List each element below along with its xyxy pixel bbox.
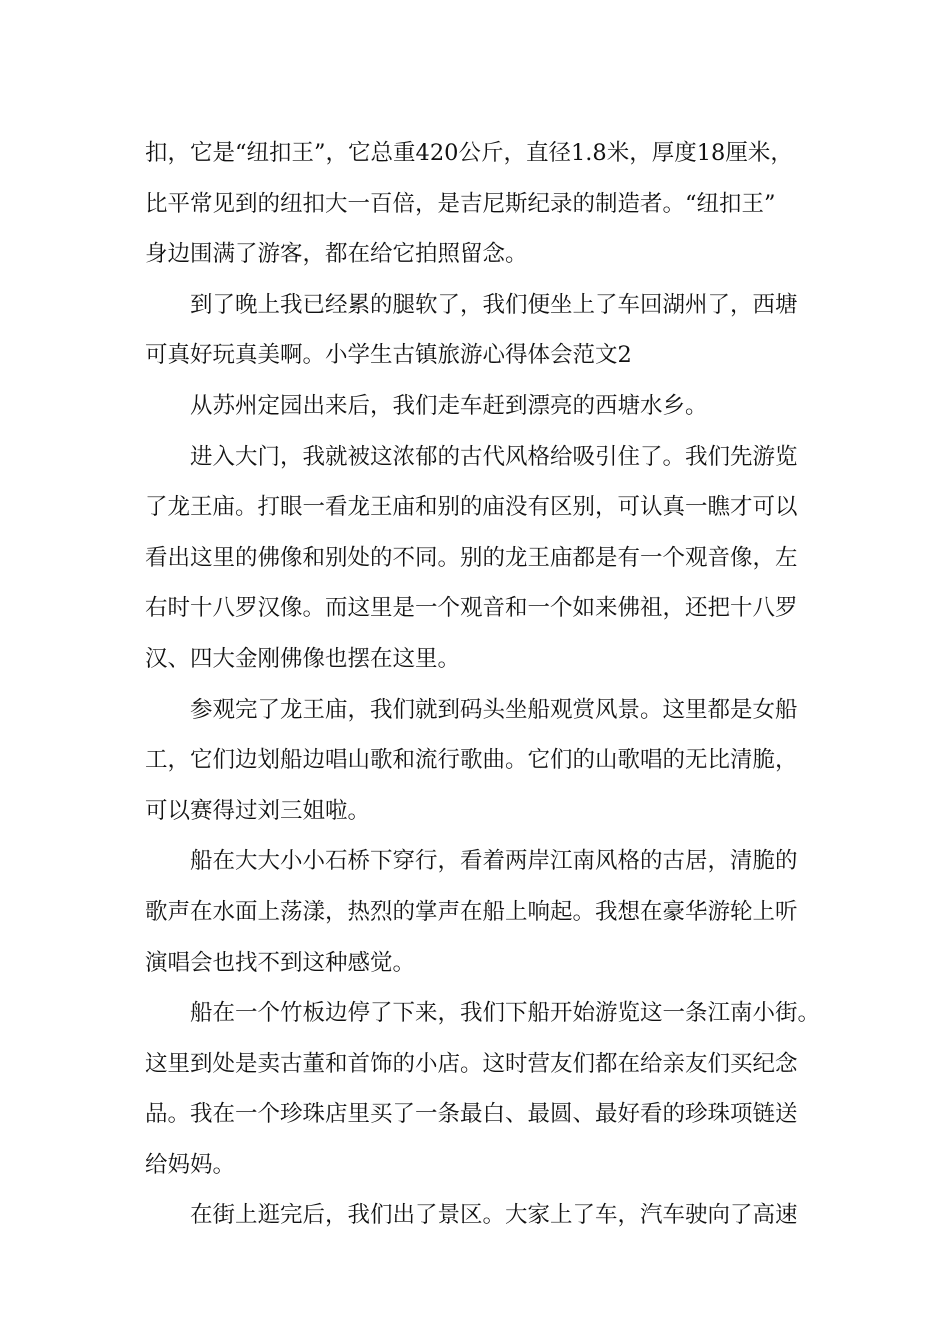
text-line: 这里到处是卖古董和首饰的小店。这时营友们都在给亲友们买纪念 [145,1050,798,1077]
text-line: 工，它们边划船边唱山歌和流行歌曲。它们的山歌唱的无比清脆， [145,747,798,774]
text-line: 右时十八罗汉像。而这里是一个观音和一个如来佛祖，还把十八罗 [145,595,798,622]
text-line: 歌声在水面上荡漾，热烈的掌声在船上响起。我想在豪华游轮上听 [145,898,798,925]
text-line: 在街上逛完后，我们出了景区。大家上了车，汽车驶向了高速 [190,1202,798,1229]
text-line: 汉、四大金刚佛像也摆在这里。 [145,645,461,672]
document-body [145,128,835,1241]
text-line: 从苏州定园出来后，我们走车赶到漂亮的西塘水乡。 [190,392,708,419]
text-line: 参观完了龙王庙，我们就到码头坐船观赏风景。这里都是女船 [190,696,798,723]
text-line: 演唱会也找不到这种感觉。 [145,949,416,976]
text-line: 身边围满了游客，都在给它拍照留念。 [145,241,528,268]
text-line: 到了晚上我已经累的腿软了，我们便坐上了车回湖州了，西塘 [190,291,798,318]
text-line: 看出这里的佛像和别处的不同。别的龙王庙都是有一个观音像，左 [145,544,798,571]
text-line: 了龙王庙。打眼一看龙王庙和别的庙没有区别，可认真一瞧才可以 [145,494,798,521]
text-line: 可以赛得过刘三姐啦。 [145,797,371,824]
text-line: 船在大大小小石桥下穿行，看着两岸江南风格的古居，清脆的 [190,848,798,875]
text-line: 可真好玩真美啊。小学生古镇旅游心得体会范文2 [145,342,632,369]
text-line: 船在一个竹板边停了下来，我们下船开始游览这一条江南小街。 [190,1000,821,1027]
text-line: 比平常见到的纽扣大一百倍，是吉尼斯纪录的制造者。“纽扣王” [145,190,776,217]
text-line: 给妈妈。 [145,1151,236,1178]
text-line: 扣，它是“纽扣王”，它总重420公斤，直径1.8米，厚度18厘米， [145,140,793,166]
text-line: 品。我在一个珍珠店里买了一条最白、最圆、最好看的珍珠项链送 [145,1101,798,1128]
text-line: 进入大门，我就被这浓郁的古代风格给吸引住了。我们先游览 [190,443,798,470]
